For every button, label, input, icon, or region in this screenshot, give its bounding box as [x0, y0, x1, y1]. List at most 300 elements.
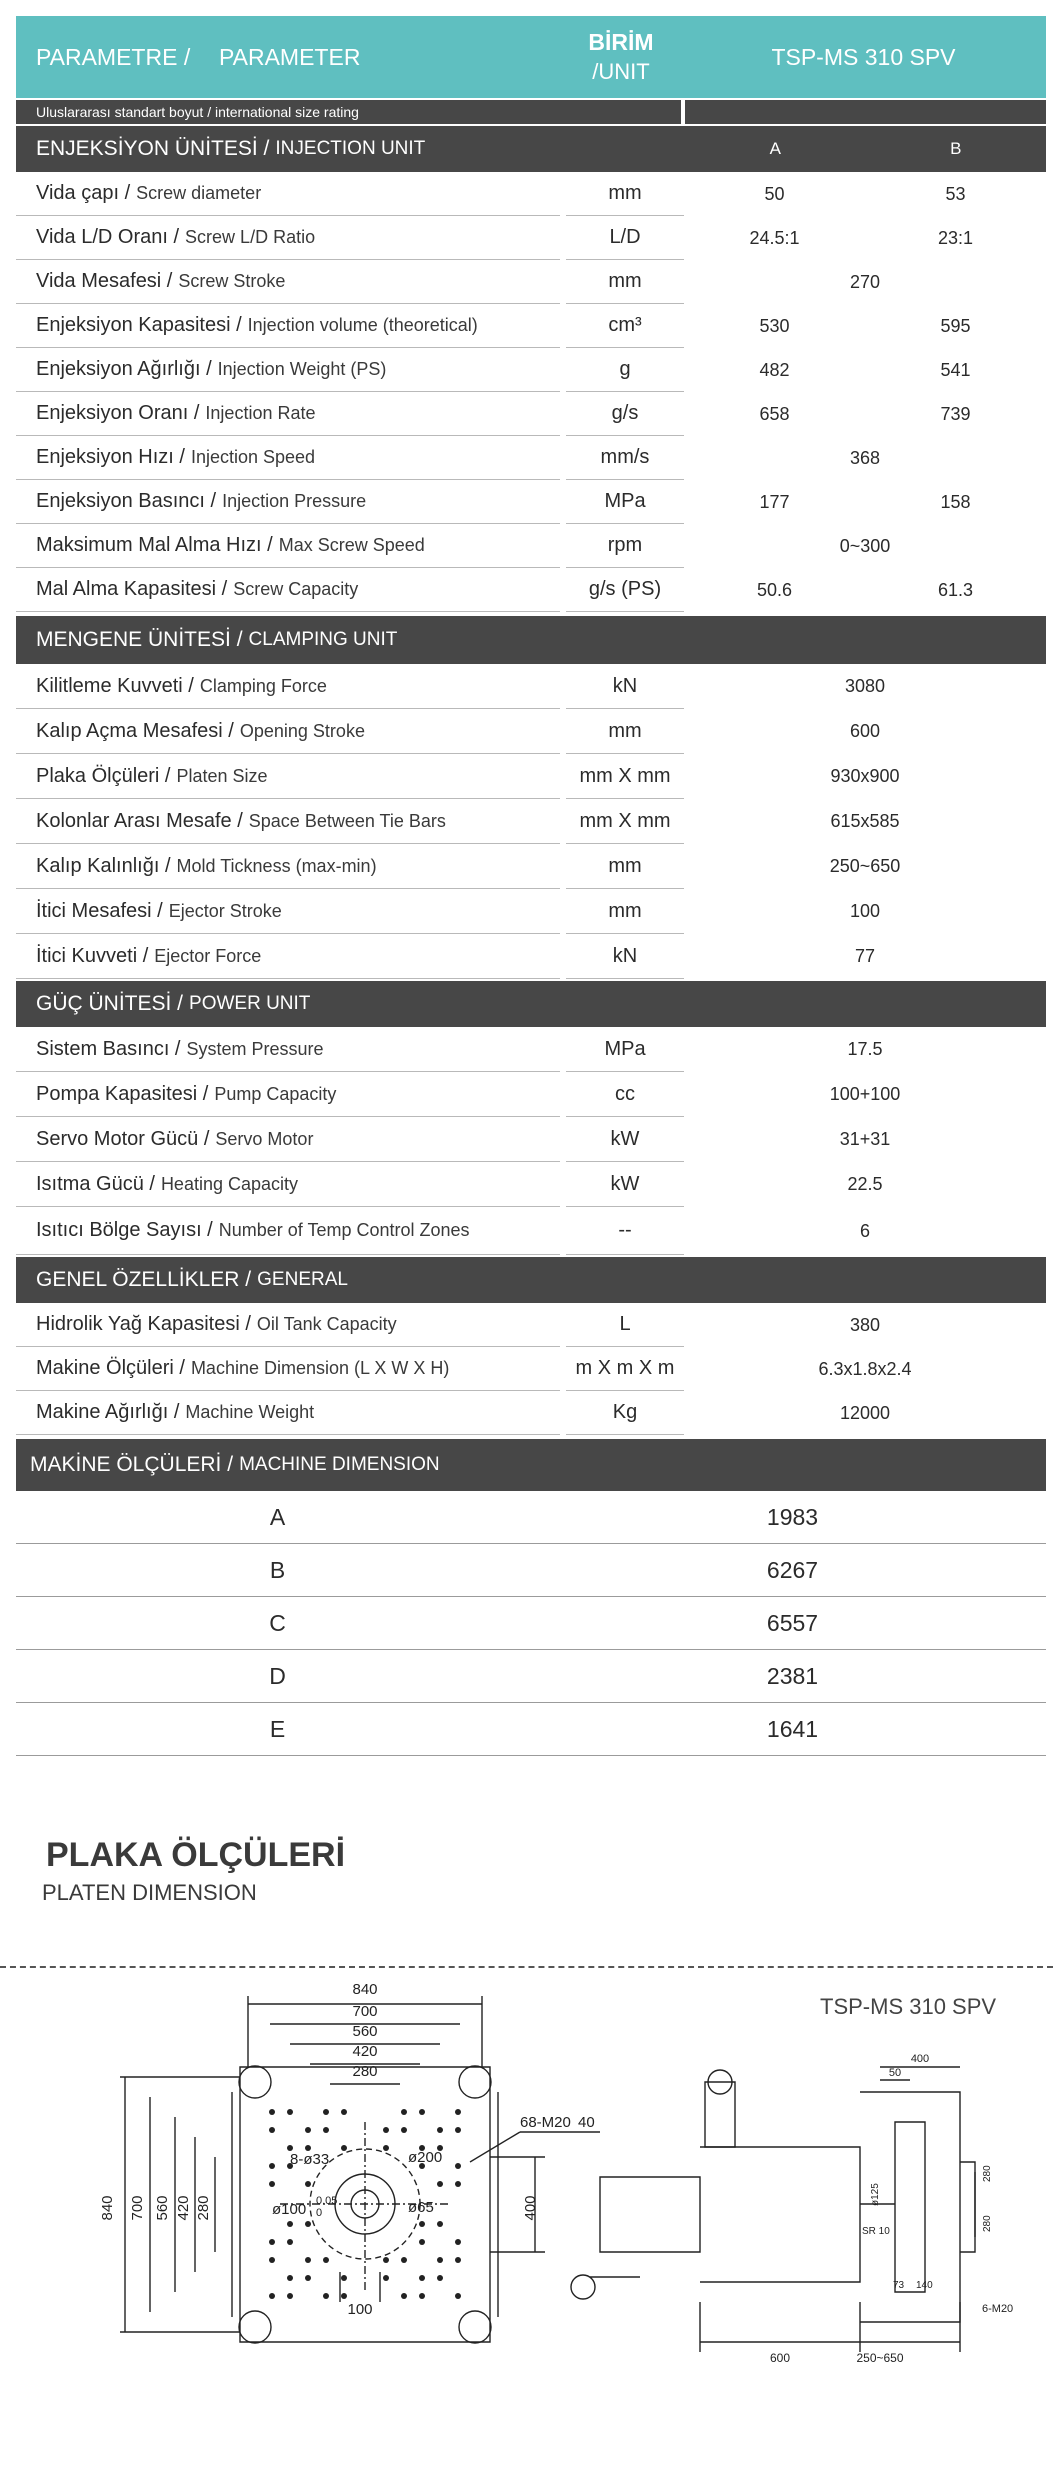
value: 77: [854, 946, 876, 966]
parameter-tr: Enjeksiyon Hızı /: [36, 446, 185, 468]
value-cell: [684, 480, 1046, 524]
unit-header-tr: BİRİM: [588, 29, 654, 55]
table-row: [16, 392, 1046, 436]
parameter-en: Space Between Tie Bars: [248, 810, 446, 831]
dim-v-2: 560: [154, 2195, 171, 2221]
platen-drawing: [0, 1972, 1053, 2452]
bolt-hole: [455, 2163, 461, 2169]
dim-v-4: 280: [195, 2195, 212, 2221]
dimension-value: 2381: [766, 1662, 819, 1689]
col-a-header: A: [769, 139, 781, 158]
bolt-hole: [341, 2145, 347, 2151]
parameter-tr: İtici Kuvveti /: [36, 944, 149, 967]
value-cell: [684, 1391, 1046, 1435]
unit-cell: mm: [566, 889, 684, 934]
parameter-cell: [16, 348, 560, 392]
unit-cell: g/s: [566, 392, 684, 436]
section-title-tr: GENEL ÖZELLİKLER /: [36, 1268, 252, 1291]
dimension-key: E: [269, 1715, 286, 1742]
value-b: 739: [940, 403, 971, 424]
bolt-hole: [437, 2257, 443, 2263]
side-73-label: 73: [893, 2280, 905, 2291]
value: 380: [849, 1314, 881, 1335]
parameter-en: Opening Stroke: [239, 720, 365, 741]
section-title-en: MACHINE DIMENSION: [239, 1454, 440, 1475]
parameter-en: Injection Pressure: [222, 491, 367, 511]
table-row: [16, 754, 1046, 799]
unit-cell: g/s (PS): [566, 568, 684, 612]
value: 3080: [844, 676, 886, 696]
table-row: [16, 664, 1046, 709]
value-cell: [684, 1347, 1046, 1391]
parameter-en: Injection Weight (PS): [217, 359, 387, 379]
value-cell: [684, 524, 1046, 568]
parameter-tr: Enjeksiyon Ağırlığı /: [36, 358, 212, 380]
dim-h-4: 280: [352, 2063, 378, 2080]
value-cell: [684, 304, 1046, 348]
dim-h-3: 420: [352, 2043, 378, 2060]
dimension-key: A: [269, 1503, 286, 1530]
spec-sheet: [16, 16, 1046, 1756]
table-row: [16, 172, 1046, 216]
bolt-hole: [437, 2221, 443, 2227]
value-cell: [684, 348, 1046, 392]
unit-cell: rpm: [566, 524, 684, 568]
parameter-en: Machine Weight: [185, 1402, 315, 1422]
bolt-hole: [269, 2127, 275, 2133]
value-cell: [684, 568, 1046, 612]
bolt-label: 68-M20: [520, 2114, 571, 2131]
ab-columns: [685, 126, 1046, 172]
value-a: 24.5:1: [749, 227, 800, 248]
parameter-cell: [16, 172, 560, 216]
value-cell: [684, 216, 1046, 260]
table-row: [16, 436, 1046, 480]
dimension-value: 1641: [766, 1715, 819, 1742]
unit-cell: MPa: [566, 1027, 684, 1072]
parameter-cell: [16, 799, 560, 844]
bolt-hole: [269, 2109, 275, 2115]
value: 600: [849, 721, 881, 741]
side-280b-label: 280: [982, 2215, 993, 2232]
dim-v-0: 840: [99, 2195, 116, 2221]
bolt-hole: [437, 2127, 443, 2133]
value-cell: [684, 844, 1046, 889]
parameter-cell: [16, 709, 560, 754]
value-a: 50.6: [756, 579, 793, 600]
hole-label: 8-ø33: [290, 2151, 330, 2168]
section-title-tr: MENGENE ÜNİTESİ /: [36, 628, 243, 651]
section-title: [16, 616, 1046, 664]
table-row: [16, 1347, 1046, 1391]
bolt-hole: [341, 2293, 347, 2299]
table-row: [16, 348, 1046, 392]
section-title-en: POWER UNIT: [189, 993, 311, 1014]
value-b: 595: [940, 315, 971, 336]
unit-cell: mm: [566, 260, 684, 304]
bolt-hole: [419, 2109, 425, 2115]
dim-v-3: 420: [175, 2195, 192, 2221]
section-title: [16, 1257, 1046, 1303]
parameter-cell: [16, 392, 560, 436]
value: 6.3x1.8x2.4: [818, 1358, 912, 1379]
platen-title: PLAKA ÖLÇÜLERİ: [46, 1836, 346, 1874]
value: 270: [849, 271, 881, 292]
parameter-cell: [16, 568, 560, 612]
table-row: [16, 1027, 1046, 1072]
table-row: [16, 260, 1046, 304]
table-row: [16, 1072, 1046, 1117]
parameter-tr: Vida Mesafesi /: [36, 270, 173, 292]
unit-cell: kW: [566, 1162, 684, 1207]
bolt-hole: [419, 2275, 425, 2281]
dimension-key: D: [269, 1662, 286, 1689]
ejector-label: ø65: [408, 2199, 434, 2216]
value-cell: [684, 1072, 1046, 1117]
section-machine-dimension: [16, 1439, 1046, 1491]
bolt-hole: [401, 2109, 407, 2115]
table-row: [16, 1207, 1046, 1255]
section-title: [16, 126, 681, 172]
unit-cell: mm: [566, 172, 684, 216]
table-row: [16, 709, 1046, 754]
value-cell: [684, 664, 1046, 709]
bolt-hole: [455, 2109, 461, 2115]
parameter-en: Screw L/D Ratio: [185, 227, 316, 247]
section-title: [16, 981, 1046, 1027]
side-top-label: 400: [910, 2053, 930, 2065]
section-general: [16, 1257, 1046, 1303]
dimension-row: [16, 1597, 1046, 1650]
bolt-hole: [419, 2221, 425, 2227]
parameter-tr: Kolonlar Arası Mesafe /: [36, 809, 243, 832]
parameter-en: Max Screw Speed: [278, 535, 425, 555]
parameter-cell: [16, 1117, 560, 1162]
table-row: [16, 1162, 1046, 1207]
parameter-tr: Mal Alma Kapasitesi /: [36, 578, 228, 600]
bolt-hole: [455, 2127, 461, 2133]
bolt-hole: [341, 2275, 347, 2281]
value-cell: [684, 172, 1046, 216]
value-cell: [684, 754, 1046, 799]
parameter-tr: Kalıp Açma Mesafesi /: [36, 719, 234, 742]
unit-cell: kN: [566, 934, 684, 979]
bolt-hole: [269, 2181, 275, 2187]
parameter-tr: Makine Ölçüleri /: [36, 1357, 185, 1379]
ring-label: ø200: [408, 2149, 443, 2166]
parameter-cell: [16, 1072, 560, 1117]
bolt-hole: [455, 2239, 461, 2245]
value-cell: [684, 1162, 1046, 1207]
tol-bottom: 0: [316, 2207, 323, 2219]
bolt-hole: [323, 2127, 329, 2133]
size-rating-bar: [16, 100, 1046, 124]
table-row: [16, 304, 1046, 348]
parameter-tr: Enjeksiyon Oranı /: [36, 402, 200, 424]
section-title: [16, 1439, 1046, 1491]
parameter-en: Ejector Stroke: [168, 900, 282, 921]
parameter-tr: Vida çapı /: [36, 182, 131, 204]
bolt-hole: [323, 2257, 329, 2263]
parameter-tr: Plaka Ölçüleri /: [36, 764, 171, 787]
bolt-depth-label: 40: [578, 2114, 595, 2131]
bolt-hole: [305, 2127, 311, 2133]
parameter-cell: [16, 1027, 560, 1072]
bolt-hole: [437, 2275, 443, 2281]
value: 6: [859, 1220, 870, 1241]
unit-cell: --: [566, 1207, 684, 1255]
parameter-tr: Hidrolik Yağ Kapasitesi /: [36, 1313, 251, 1335]
bolt-hole: [341, 2109, 347, 2115]
parameter-tr: Vida L/D Oranı /: [36, 226, 180, 248]
bolt-hole: [383, 2257, 389, 2263]
size-rating-label: Uluslararası standart boyut / international size rating: [16, 100, 681, 124]
unit-cell: Kg: [566, 1391, 684, 1435]
dim-h-2: 560: [352, 2023, 378, 2040]
unit-cell: L: [566, 1303, 684, 1347]
value-cell: [684, 709, 1046, 754]
parameter-tr: Sistem Basıncı /: [36, 1037, 181, 1060]
parameter-cell: [16, 934, 560, 979]
size-rating-spacer: [685, 100, 1046, 124]
parameter-tr: Servo Motor Gücü /: [36, 1127, 210, 1150]
dashed-divider: [0, 1966, 1053, 1968]
parameter-tr: Pompa Kapasitesi /: [36, 1082, 209, 1105]
section-title-tr: MAKİNE ÖLÇÜLERİ /: [30, 1453, 234, 1476]
value: 615x585: [830, 811, 900, 831]
unit-cell: m X m X m: [566, 1347, 684, 1391]
bolt-hole: [419, 2293, 425, 2299]
table-row: [16, 1303, 1046, 1347]
unit-cell: kW: [566, 1117, 684, 1162]
parameter-cell: [16, 1162, 560, 1207]
bolt-hole: [287, 2239, 293, 2245]
dimension-row: [16, 1703, 1046, 1756]
section-title-en: GENERAL: [257, 1269, 348, 1290]
parameter-header-en: PARAMETER: [219, 43, 361, 70]
unit-cell: mm X mm: [566, 754, 684, 799]
bolt-hole: [287, 2109, 293, 2115]
table-row: [16, 934, 1046, 979]
parameter-tr: Isıtıcı Bölge Sayısı /: [36, 1219, 213, 1241]
parameter-en: System Pressure: [186, 1038, 324, 1059]
parameter-en: Screw Stroke: [178, 271, 286, 291]
tol-top: 0.05: [316, 2195, 338, 2207]
value-a: 482: [759, 359, 790, 380]
parameter-tr: Kilitleme Kuvveti /: [36, 674, 194, 697]
bolt-hole: [287, 2293, 293, 2299]
bolt-hole: [323, 2293, 329, 2299]
bolt-hole: [455, 2181, 461, 2187]
side-v-label: 400: [522, 2195, 539, 2221]
parameter-tr: İtici Mesafesi /: [36, 899, 163, 922]
value: 12000: [839, 1402, 891, 1423]
dimension-row: [16, 1544, 1046, 1597]
parameter-en: Mold Tickness (max-min): [176, 855, 377, 876]
parameter-cell: [16, 1347, 560, 1391]
bolt-hole: [401, 2127, 407, 2133]
parameter-en: Number of Temp Control Zones: [218, 1220, 470, 1240]
unit-cell: cm³: [566, 304, 684, 348]
value-b: 61.3: [937, 579, 974, 600]
bolt-hole: [383, 2145, 389, 2151]
section-title-en: INJECTION UNIT: [275, 138, 426, 159]
dimension-row: [16, 1650, 1046, 1703]
table-row: [16, 216, 1046, 260]
gap-label: 100: [347, 2301, 373, 2318]
value-cell: [684, 1027, 1046, 1072]
table-header: [16, 16, 1046, 98]
table-row: [16, 1117, 1046, 1162]
section-title-tr: GÜÇ ÜNİTESİ /: [36, 992, 184, 1015]
parameter-cell: [16, 1207, 560, 1255]
table-row: [16, 524, 1046, 568]
value-cell: [684, 260, 1046, 304]
parameter-cell: [16, 436, 560, 480]
value-cell: [684, 889, 1046, 934]
bolt-hole: [269, 2257, 275, 2263]
table-row: [16, 844, 1046, 889]
parameter-en: Injection Rate: [205, 403, 316, 423]
value: 368: [849, 447, 881, 468]
unit-cell: MPa: [566, 480, 684, 524]
unit-cell: mm: [566, 844, 684, 889]
bolt-hole: [269, 2293, 275, 2299]
parameter-en: Screw Capacity: [233, 579, 359, 599]
table-row: [16, 1391, 1046, 1435]
drawing-model-label: TSP-MS 310 SPV: [820, 1994, 997, 2019]
value-cell: [684, 934, 1046, 979]
unit-cell: cc: [566, 1072, 684, 1117]
value-b: 541: [940, 359, 971, 380]
parameter-cell: [16, 1391, 560, 1435]
dim-h-1: 700: [352, 2003, 378, 2020]
parameter-en: Screw diameter: [136, 183, 262, 203]
bolt-hole: [305, 2257, 311, 2263]
parameter-en: Injection Speed: [190, 447, 316, 467]
dimension-value: 6557: [766, 1609, 819, 1636]
parameter-en: Machine Dimension (L X W X H): [190, 1358, 450, 1378]
bolt-hole: [269, 2239, 275, 2245]
parameter-cell: [16, 216, 560, 260]
parameter-cell: [16, 844, 560, 889]
bolt-hole: [287, 2275, 293, 2281]
side-280a-label: 280: [982, 2165, 993, 2182]
parameter-tr: Isıtma Gücü /: [36, 1172, 155, 1195]
parameter-cell: [16, 1303, 560, 1347]
side-600-label: 600: [769, 2351, 791, 2365]
bolt-hole: [305, 2275, 311, 2281]
bolt-hole: [287, 2221, 293, 2227]
value: 17.5: [847, 1039, 883, 1059]
parameter-tr: Maksimum Mal Alma Hızı /: [36, 534, 273, 556]
bolt-hole: [269, 2163, 275, 2169]
unit-cell: mm/s: [566, 436, 684, 480]
bolt-hole: [323, 2109, 329, 2115]
platen-subtitle: PLATEN DIMENSION: [42, 1880, 257, 1905]
parameter-en: Oil Tank Capacity: [256, 1314, 397, 1334]
parameter-header-tr: PARAMETRE /: [36, 43, 191, 70]
value: 930x900: [830, 766, 900, 786]
bolt-hole: [305, 2181, 311, 2187]
unit-cell: L/D: [566, 216, 684, 260]
value: 31+31: [839, 1129, 891, 1149]
value-b: 158: [940, 491, 971, 512]
value-cell: [684, 799, 1046, 844]
parameter-tr: Enjeksiyon Basıncı /: [36, 490, 217, 512]
value-a: 177: [759, 491, 790, 512]
unit-cell: kN: [566, 664, 684, 709]
bolt-hole: [455, 2257, 461, 2263]
value-cell: [684, 1117, 1046, 1162]
side-50-label: 50: [888, 2067, 902, 2079]
parameter-cell: [16, 889, 560, 934]
table-row: [16, 480, 1046, 524]
value: 0~300: [839, 535, 891, 556]
value-a: 530: [759, 315, 790, 336]
table-row: [16, 799, 1046, 844]
side-6m-label: 6-M20: [982, 2303, 1014, 2315]
parameter-cell: [16, 304, 560, 348]
parameter-cell: [16, 260, 560, 304]
section-injection-unit: [16, 126, 1046, 172]
value-b: 23:1: [937, 227, 974, 248]
parameter-header: [16, 16, 565, 98]
parameter-en: Clamping Force: [199, 675, 327, 696]
unit-cell: mm: [566, 709, 684, 754]
parameter-cell: [16, 754, 560, 799]
table-row: [16, 889, 1046, 934]
bolt-hole: [383, 2127, 389, 2133]
side-140-label: 140: [916, 2280, 933, 2291]
side-125-label: ø125: [870, 2183, 881, 2206]
bolt-hole: [455, 2293, 461, 2299]
value: 22.5: [847, 1174, 883, 1194]
dimension-row: [16, 1491, 1046, 1544]
value: 100: [849, 901, 881, 921]
value: 100+100: [829, 1084, 901, 1104]
dimension-key: B: [269, 1556, 286, 1583]
parameter-en: Ejector Force: [154, 945, 262, 966]
unit-header: [565, 16, 677, 98]
parameter-en: Pump Capacity: [214, 1083, 337, 1104]
unit-cell: g: [566, 348, 684, 392]
parameter-tr: Makine Ağırlığı /: [36, 1401, 180, 1423]
side-sr-label: SR 10: [862, 2226, 890, 2237]
bolt-hole: [419, 2239, 425, 2245]
parameter-tr: Enjeksiyon Kapasitesi /: [36, 314, 242, 336]
dimension-value: 6267: [766, 1556, 819, 1583]
dimension-key: C: [269, 1609, 286, 1636]
unit-cell: mm X mm: [566, 799, 684, 844]
parameter-en: Injection volume (theoretical): [247, 315, 478, 335]
center-label: ø100: [272, 2201, 307, 2218]
bolt-hole: [401, 2293, 407, 2299]
side-250-label: 250~650: [856, 2351, 904, 2365]
parameter-tr: Kalıp Kalınlığı /: [36, 854, 171, 877]
bolt-hole: [401, 2257, 407, 2263]
parameter-cell: [16, 664, 560, 709]
value-cell: [684, 392, 1046, 436]
table-row: [16, 568, 1046, 612]
bolt-hole: [305, 2221, 311, 2227]
parameter-en: Platen Size: [176, 765, 268, 786]
parameter-en: Servo Motor: [215, 1128, 314, 1149]
section-power-unit: [16, 981, 1046, 1027]
section-title-tr: ENJEKSİYON ÜNİTESİ /: [36, 137, 270, 160]
value-b: 53: [945, 183, 966, 204]
model-header: TSP-MS 310 SPV: [771, 43, 956, 70]
